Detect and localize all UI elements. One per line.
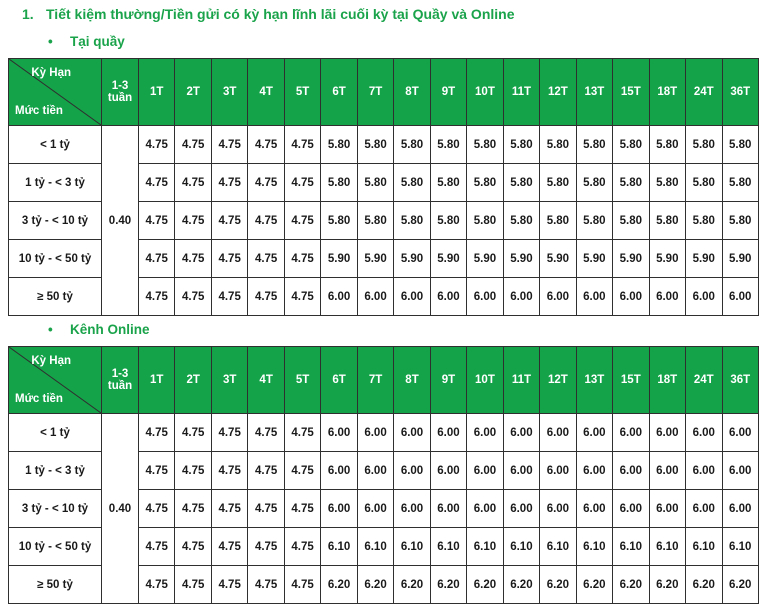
rate-cell: 5.90	[540, 240, 576, 278]
rate-cell: 4.75	[284, 566, 320, 604]
rate-cell: 6.20	[357, 566, 393, 604]
rate-cell: 6.00	[321, 278, 357, 316]
rate-cell: 5.80	[576, 126, 612, 164]
header-row	[9, 347, 759, 414]
amount-tier-label: 1 tỷ - < 3 tỷ	[9, 452, 102, 490]
header-row	[9, 59, 759, 126]
rate-cell: 5.80	[649, 164, 685, 202]
term-header: 13T	[576, 347, 612, 414]
rate-cell: 6.00	[503, 278, 539, 316]
rate-cell: 5.90	[430, 240, 466, 278]
rate-cell: 5.80	[576, 164, 612, 202]
rate-cell: 4.75	[284, 414, 320, 452]
rate-cell: 6.00	[467, 278, 503, 316]
rate-cell: 4.75	[139, 278, 175, 316]
rate-cell: 6.00	[394, 414, 430, 452]
rate-cell: 5.80	[686, 202, 722, 240]
rate-cell: 6.00	[357, 490, 393, 528]
corner-header	[9, 347, 102, 414]
rate-cell: 6.00	[467, 452, 503, 490]
term-header: 10T	[467, 59, 503, 126]
rate-table-counter	[8, 58, 759, 316]
rate-cell: 5.90	[722, 240, 758, 278]
term-header: 12T	[540, 347, 576, 414]
rate-cell: 6.00	[394, 278, 430, 316]
rate-cell: 6.00	[357, 278, 393, 316]
rate-cell: 4.75	[139, 202, 175, 240]
rate-cell: 6.20	[394, 566, 430, 604]
amount-tier-label: < 1 tỷ	[9, 126, 102, 164]
rate-cell: 6.00	[576, 278, 612, 316]
term-header: 8T	[394, 347, 430, 414]
rate-cell: 6.00	[722, 278, 758, 316]
rate-cell: 4.75	[139, 452, 175, 490]
rate-cell: 5.80	[686, 126, 722, 164]
term-header: 6T	[321, 59, 357, 126]
rate-cell: 5.80	[649, 126, 685, 164]
rate-cell: 5.80	[540, 164, 576, 202]
rate-cell: 6.10	[576, 528, 612, 566]
subsection-title-online	[48, 322, 150, 337]
rate-cell: 5.80	[613, 164, 649, 202]
term-header: 36T	[722, 59, 758, 126]
rate-cell: 6.00	[649, 414, 685, 452]
corner-header	[9, 59, 102, 126]
rate-cell: 5.80	[430, 126, 466, 164]
rate-cell: 4.75	[139, 528, 175, 566]
rate-cell: 5.80	[394, 164, 430, 202]
short-term-header: 1-3 tuần	[102, 347, 139, 414]
term-header: 5T	[284, 59, 320, 126]
rate-cell: 4.75	[284, 452, 320, 490]
rate-cell: 5.90	[613, 240, 649, 278]
term-header: 5T	[284, 347, 320, 414]
amount-tier-label: ≥ 50 tỷ	[9, 566, 102, 604]
rate-cell: 5.90	[394, 240, 430, 278]
term-header: 1T	[139, 347, 175, 414]
rate-cell: 4.75	[211, 414, 247, 452]
rate-cell: 5.80	[321, 202, 357, 240]
rate-cell: 4.75	[284, 490, 320, 528]
rate-cell: 6.00	[613, 278, 649, 316]
rate-cell: 6.00	[503, 414, 539, 452]
rate-cell: 4.75	[284, 278, 320, 316]
rate-cell: 6.00	[430, 278, 466, 316]
rate-cell: 6.00	[540, 490, 576, 528]
rate-cell: 4.75	[139, 240, 175, 278]
amount-tier-label: 10 tỷ - < 50 tỷ	[9, 528, 102, 566]
rate-cell: 4.75	[139, 414, 175, 452]
rate-cell: 4.75	[211, 566, 247, 604]
section-title	[22, 6, 515, 22]
rate-cell: 6.00	[467, 414, 503, 452]
bullet-icon: •	[48, 34, 53, 49]
rate-cell: 5.80	[357, 126, 393, 164]
rate-cell: 5.80	[613, 202, 649, 240]
term-header: 18T	[649, 59, 685, 126]
rate-cell: 5.90	[321, 240, 357, 278]
section-title-text: Tiết kiệm thường/Tiền gửi có kỳ hạn lĩnh lãi cuối kỳ tại Quầy và Online	[46, 6, 515, 22]
rate-cell: 4.75	[248, 126, 284, 164]
rate-cell: 6.00	[613, 452, 649, 490]
rate-cell: 6.00	[722, 490, 758, 528]
amount-tier-label: 3 tỷ - < 10 tỷ	[9, 202, 102, 240]
rate-cell: 6.00	[394, 452, 430, 490]
rate-cell: 5.80	[722, 126, 758, 164]
rate-cell: 6.00	[722, 414, 758, 452]
rate-cell: 6.00	[686, 490, 722, 528]
rate-cell: 6.00	[321, 452, 357, 490]
rate-cell: 6.20	[722, 566, 758, 604]
rate-cell: 4.75	[211, 528, 247, 566]
term-header: 7T	[357, 59, 393, 126]
rate-cell: 4.75	[139, 566, 175, 604]
rate-cell: 4.75	[211, 202, 247, 240]
term-header: 9T	[430, 347, 466, 414]
rate-cell: 6.10	[357, 528, 393, 566]
rate-cell: 5.80	[467, 126, 503, 164]
rate-cell: 6.00	[576, 414, 612, 452]
rate-cell: 6.00	[430, 490, 466, 528]
rate-cell: 6.00	[613, 414, 649, 452]
rate-cell: 5.90	[649, 240, 685, 278]
subsection-title-text: Kênh Online	[70, 322, 150, 337]
rate-cell: 4.75	[175, 202, 211, 240]
rate-cell: 4.75	[284, 202, 320, 240]
rate-cell: 5.80	[357, 202, 393, 240]
rate-cell: 5.80	[722, 202, 758, 240]
short-term-rate: 0.40	[102, 414, 139, 604]
rate-cell: 6.00	[686, 278, 722, 316]
rate-cell: 4.75	[284, 528, 320, 566]
term-header: 9T	[430, 59, 466, 126]
rate-cell: 6.00	[722, 452, 758, 490]
rate-cell: 4.75	[175, 452, 211, 490]
rate-cell: 6.00	[649, 490, 685, 528]
rate-cell: 6.00	[649, 452, 685, 490]
amount-tier-label: < 1 tỷ	[9, 414, 102, 452]
short-term-header: 1-3 tuần	[102, 59, 139, 126]
term-header: 24T	[686, 59, 722, 126]
table-row	[9, 414, 759, 452]
rate-cell: 5.80	[613, 126, 649, 164]
rate-cell: 6.00	[430, 414, 466, 452]
ky-han-label: Kỳ Hạn	[31, 67, 71, 79]
rate-cell: 5.80	[430, 164, 466, 202]
rate-cell: 4.75	[284, 164, 320, 202]
rate-cell: 5.80	[503, 126, 539, 164]
rate-cell: 4.75	[211, 452, 247, 490]
rate-cell: 4.75	[175, 566, 211, 604]
term-header: 2T	[175, 59, 211, 126]
rate-cell: 6.10	[394, 528, 430, 566]
rate-cell: 5.80	[649, 202, 685, 240]
rate-cell: 4.75	[284, 126, 320, 164]
rate-cell: 5.80	[540, 126, 576, 164]
rate-cell: 4.75	[248, 452, 284, 490]
term-header: 10T	[467, 347, 503, 414]
rate-cell: 6.10	[613, 528, 649, 566]
rate-cell: 6.00	[540, 414, 576, 452]
rate-cell: 5.80	[722, 164, 758, 202]
rate-cell: 4.75	[175, 278, 211, 316]
rate-cell: 4.75	[175, 240, 211, 278]
rate-cell: 4.75	[139, 490, 175, 528]
rate-cell: 6.00	[613, 490, 649, 528]
amount-tier-label: 10 tỷ - < 50 tỷ	[9, 240, 102, 278]
rate-cell: 6.00	[576, 452, 612, 490]
rate-cell: 6.00	[503, 490, 539, 528]
rate-cell: 6.20	[430, 566, 466, 604]
rate-cell: 6.10	[540, 528, 576, 566]
rate-cell: 6.00	[394, 490, 430, 528]
rate-cell: 5.90	[686, 240, 722, 278]
rate-cell: 5.80	[576, 202, 612, 240]
rate-cell: 6.10	[686, 528, 722, 566]
rate-cell: 6.00	[576, 490, 612, 528]
term-header: 18T	[649, 347, 685, 414]
rate-cell: 4.75	[175, 528, 211, 566]
rate-cell: 6.10	[503, 528, 539, 566]
rate-cell: 6.10	[430, 528, 466, 566]
term-header: 11T	[503, 59, 539, 126]
rate-cell: 4.75	[248, 528, 284, 566]
ky-han-label: Kỳ Hạn	[31, 355, 71, 367]
rate-cell: 4.75	[211, 240, 247, 278]
rate-cell: 4.75	[248, 278, 284, 316]
short-term-rate: 0.40	[102, 126, 139, 316]
rate-cell: 4.75	[139, 164, 175, 202]
rate-cell: 5.80	[686, 164, 722, 202]
rate-cell: 4.75	[175, 490, 211, 528]
rate-cell: 6.00	[357, 452, 393, 490]
rate-cell: 5.80	[467, 164, 503, 202]
rate-cell: 4.75	[248, 490, 284, 528]
table-row	[9, 126, 759, 164]
rate-cell: 5.80	[321, 164, 357, 202]
rate-cell: 6.00	[357, 414, 393, 452]
rate-table-online	[8, 346, 759, 604]
rate-cell: 5.90	[467, 240, 503, 278]
rate-cell: 4.75	[248, 164, 284, 202]
amount-tier-label: ≥ 50 tỷ	[9, 278, 102, 316]
muc-tien-label: Mức tiền	[15, 393, 63, 405]
rate-cell: 6.10	[467, 528, 503, 566]
rate-cell: 5.80	[321, 126, 357, 164]
rate-cell: 6.00	[686, 452, 722, 490]
rate-cell: 6.20	[467, 566, 503, 604]
rate-cell: 5.80	[503, 202, 539, 240]
term-header: 3T	[211, 59, 247, 126]
rate-cell: 4.75	[211, 126, 247, 164]
term-header: 8T	[394, 59, 430, 126]
muc-tien-label: Mức tiền	[15, 105, 63, 117]
rate-cell: 4.75	[211, 490, 247, 528]
rate-cell: 4.75	[248, 566, 284, 604]
rate-cell: 6.20	[540, 566, 576, 604]
rate-cell: 4.75	[248, 240, 284, 278]
subsection-title-counter	[48, 34, 125, 49]
rate-cell: 6.20	[503, 566, 539, 604]
rate-cell: 5.80	[503, 164, 539, 202]
term-header: 7T	[357, 347, 393, 414]
term-header: 15T	[613, 347, 649, 414]
rate-cell: 5.80	[394, 202, 430, 240]
term-header: 3T	[211, 347, 247, 414]
rate-cell: 6.00	[540, 278, 576, 316]
term-header: 36T	[722, 347, 758, 414]
rate-cell: 5.80	[467, 202, 503, 240]
rate-cell: 6.20	[613, 566, 649, 604]
term-header: 4T	[248, 347, 284, 414]
rate-cell: 4.75	[248, 202, 284, 240]
term-header: 15T	[613, 59, 649, 126]
amount-tier-label: 1 tỷ - < 3 tỷ	[9, 164, 102, 202]
rate-cell: 6.00	[467, 490, 503, 528]
subsection-title-text: Tại quầy	[70, 34, 125, 49]
rate-cell: 5.80	[394, 126, 430, 164]
amount-tier-label: 3 tỷ - < 10 tỷ	[9, 490, 102, 528]
rate-cell: 4.75	[248, 414, 284, 452]
rate-cell: 6.00	[430, 452, 466, 490]
rate-cell: 5.80	[357, 164, 393, 202]
rate-cell: 4.75	[139, 126, 175, 164]
rate-cell: 6.20	[321, 566, 357, 604]
rate-cell: 6.20	[686, 566, 722, 604]
rate-cell: 5.90	[503, 240, 539, 278]
rate-cell: 5.80	[430, 202, 466, 240]
rate-cell: 6.10	[649, 528, 685, 566]
rate-cell: 4.75	[211, 164, 247, 202]
term-header: 24T	[686, 347, 722, 414]
term-header: 11T	[503, 347, 539, 414]
term-header: 13T	[576, 59, 612, 126]
rate-cell: 4.75	[175, 414, 211, 452]
rate-cell: 6.00	[321, 414, 357, 452]
term-header: 4T	[248, 59, 284, 126]
rate-cell: 6.00	[686, 414, 722, 452]
term-header: 2T	[175, 347, 211, 414]
rate-cell: 6.00	[540, 452, 576, 490]
term-header: 6T	[321, 347, 357, 414]
rate-cell: 6.10	[321, 528, 357, 566]
section-number: 1.	[22, 6, 34, 22]
rate-cell: 4.75	[284, 240, 320, 278]
term-header: 12T	[540, 59, 576, 126]
rate-cell: 6.20	[649, 566, 685, 604]
rate-cell: 6.00	[649, 278, 685, 316]
rate-cell: 5.90	[357, 240, 393, 278]
rate-cell: 6.20	[576, 566, 612, 604]
rate-cell: 4.75	[211, 278, 247, 316]
term-header: 1T	[139, 59, 175, 126]
rate-cell: 5.80	[540, 202, 576, 240]
rate-cell: 6.10	[722, 528, 758, 566]
rate-cell: 4.75	[175, 126, 211, 164]
rate-cell: 6.00	[503, 452, 539, 490]
rate-cell: 4.75	[175, 164, 211, 202]
bullet-icon: •	[48, 322, 53, 337]
rate-cell: 6.00	[321, 490, 357, 528]
rate-cell: 5.90	[576, 240, 612, 278]
